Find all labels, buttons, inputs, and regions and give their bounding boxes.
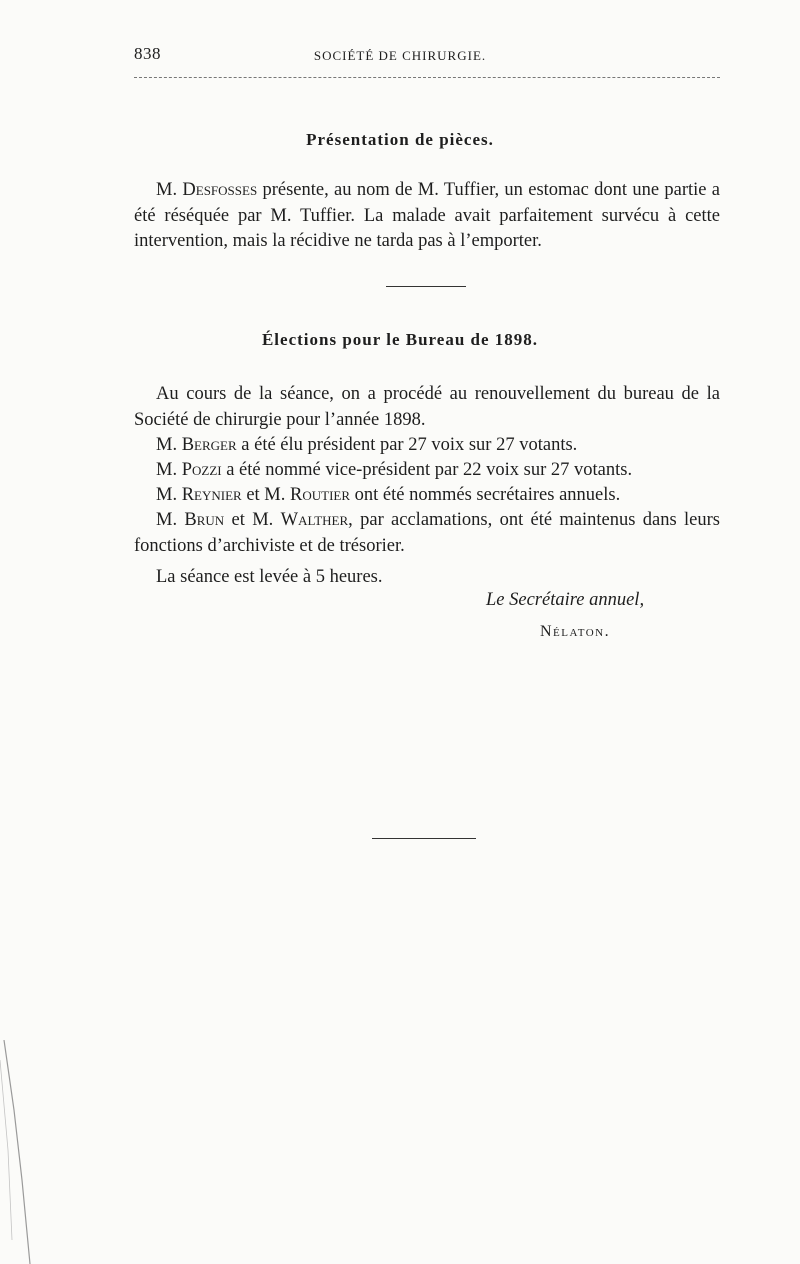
text-prefix: M. (156, 485, 182, 505)
text-prefix: M. (156, 180, 183, 200)
header-rule (134, 77, 720, 78)
text-prefix: M. (156, 510, 185, 530)
text-prefix: M. (156, 435, 182, 455)
text-prefix: M. (156, 460, 182, 480)
section-title-presentation: Présentation de pièces. (306, 130, 494, 149)
text-body: présente, au nom de M. Tuffier, un estomac dont une partie a été réséquée par M. Tuffier. La malade avait parfaitement survécu à cette intervention, mais la récidive ne tarda pas à l’emporter. (134, 180, 720, 251)
name-walther: Walther (280, 510, 349, 530)
name-pozzi: Pozzi (181, 460, 222, 480)
paragraph-presentation (134, 178, 720, 255)
paragraph-closing: La séance est levée à 5 heures. (156, 567, 383, 587)
signature-name: Nélaton. (540, 623, 611, 640)
text-middle: et M. (241, 485, 291, 505)
name-reynier: Reynier (181, 485, 242, 505)
text-middle: et M. (224, 510, 281, 530)
text-body: , par acclamations, ont été maintenus dans leurs fonctions d’archiviste et de trésorier. (134, 510, 720, 556)
text-body: ont été nommés secrétaires annuels. (350, 485, 621, 505)
paragraph-pozzi (134, 458, 720, 484)
text-body: a été élu président par 27 voix sur 27 votants. (236, 435, 578, 455)
name-brun: Brun (184, 510, 225, 530)
paragraph-elections-intro: Au cours de la séance, on a procédé au renouvellement du bureau de la Société de chirurgie pour l’année 1898. (134, 384, 720, 430)
name-desfosses: Desfosses (182, 180, 258, 200)
text-body: a été nommé vice-président par 22 voix sur 27 votants. (221, 460, 633, 480)
end-rule (372, 838, 476, 839)
paragraph-secretaries (134, 483, 720, 509)
paragraph-archivists (134, 508, 720, 559)
page-number: 838 (134, 44, 161, 63)
scan-edge-mark (0, 1040, 60, 1264)
signature-title: Le Secrétaire annuel, (486, 590, 645, 610)
section-title-elections: Élections pour le Bureau de 1898. (261, 330, 539, 349)
paragraph-berger (134, 433, 720, 459)
running-head: SOCIÉTÉ DE CHIRURGIE. (313, 48, 487, 63)
section-divider (386, 286, 466, 287)
name-berger: Berger (181, 435, 237, 455)
name-routier: Routier (290, 485, 351, 505)
